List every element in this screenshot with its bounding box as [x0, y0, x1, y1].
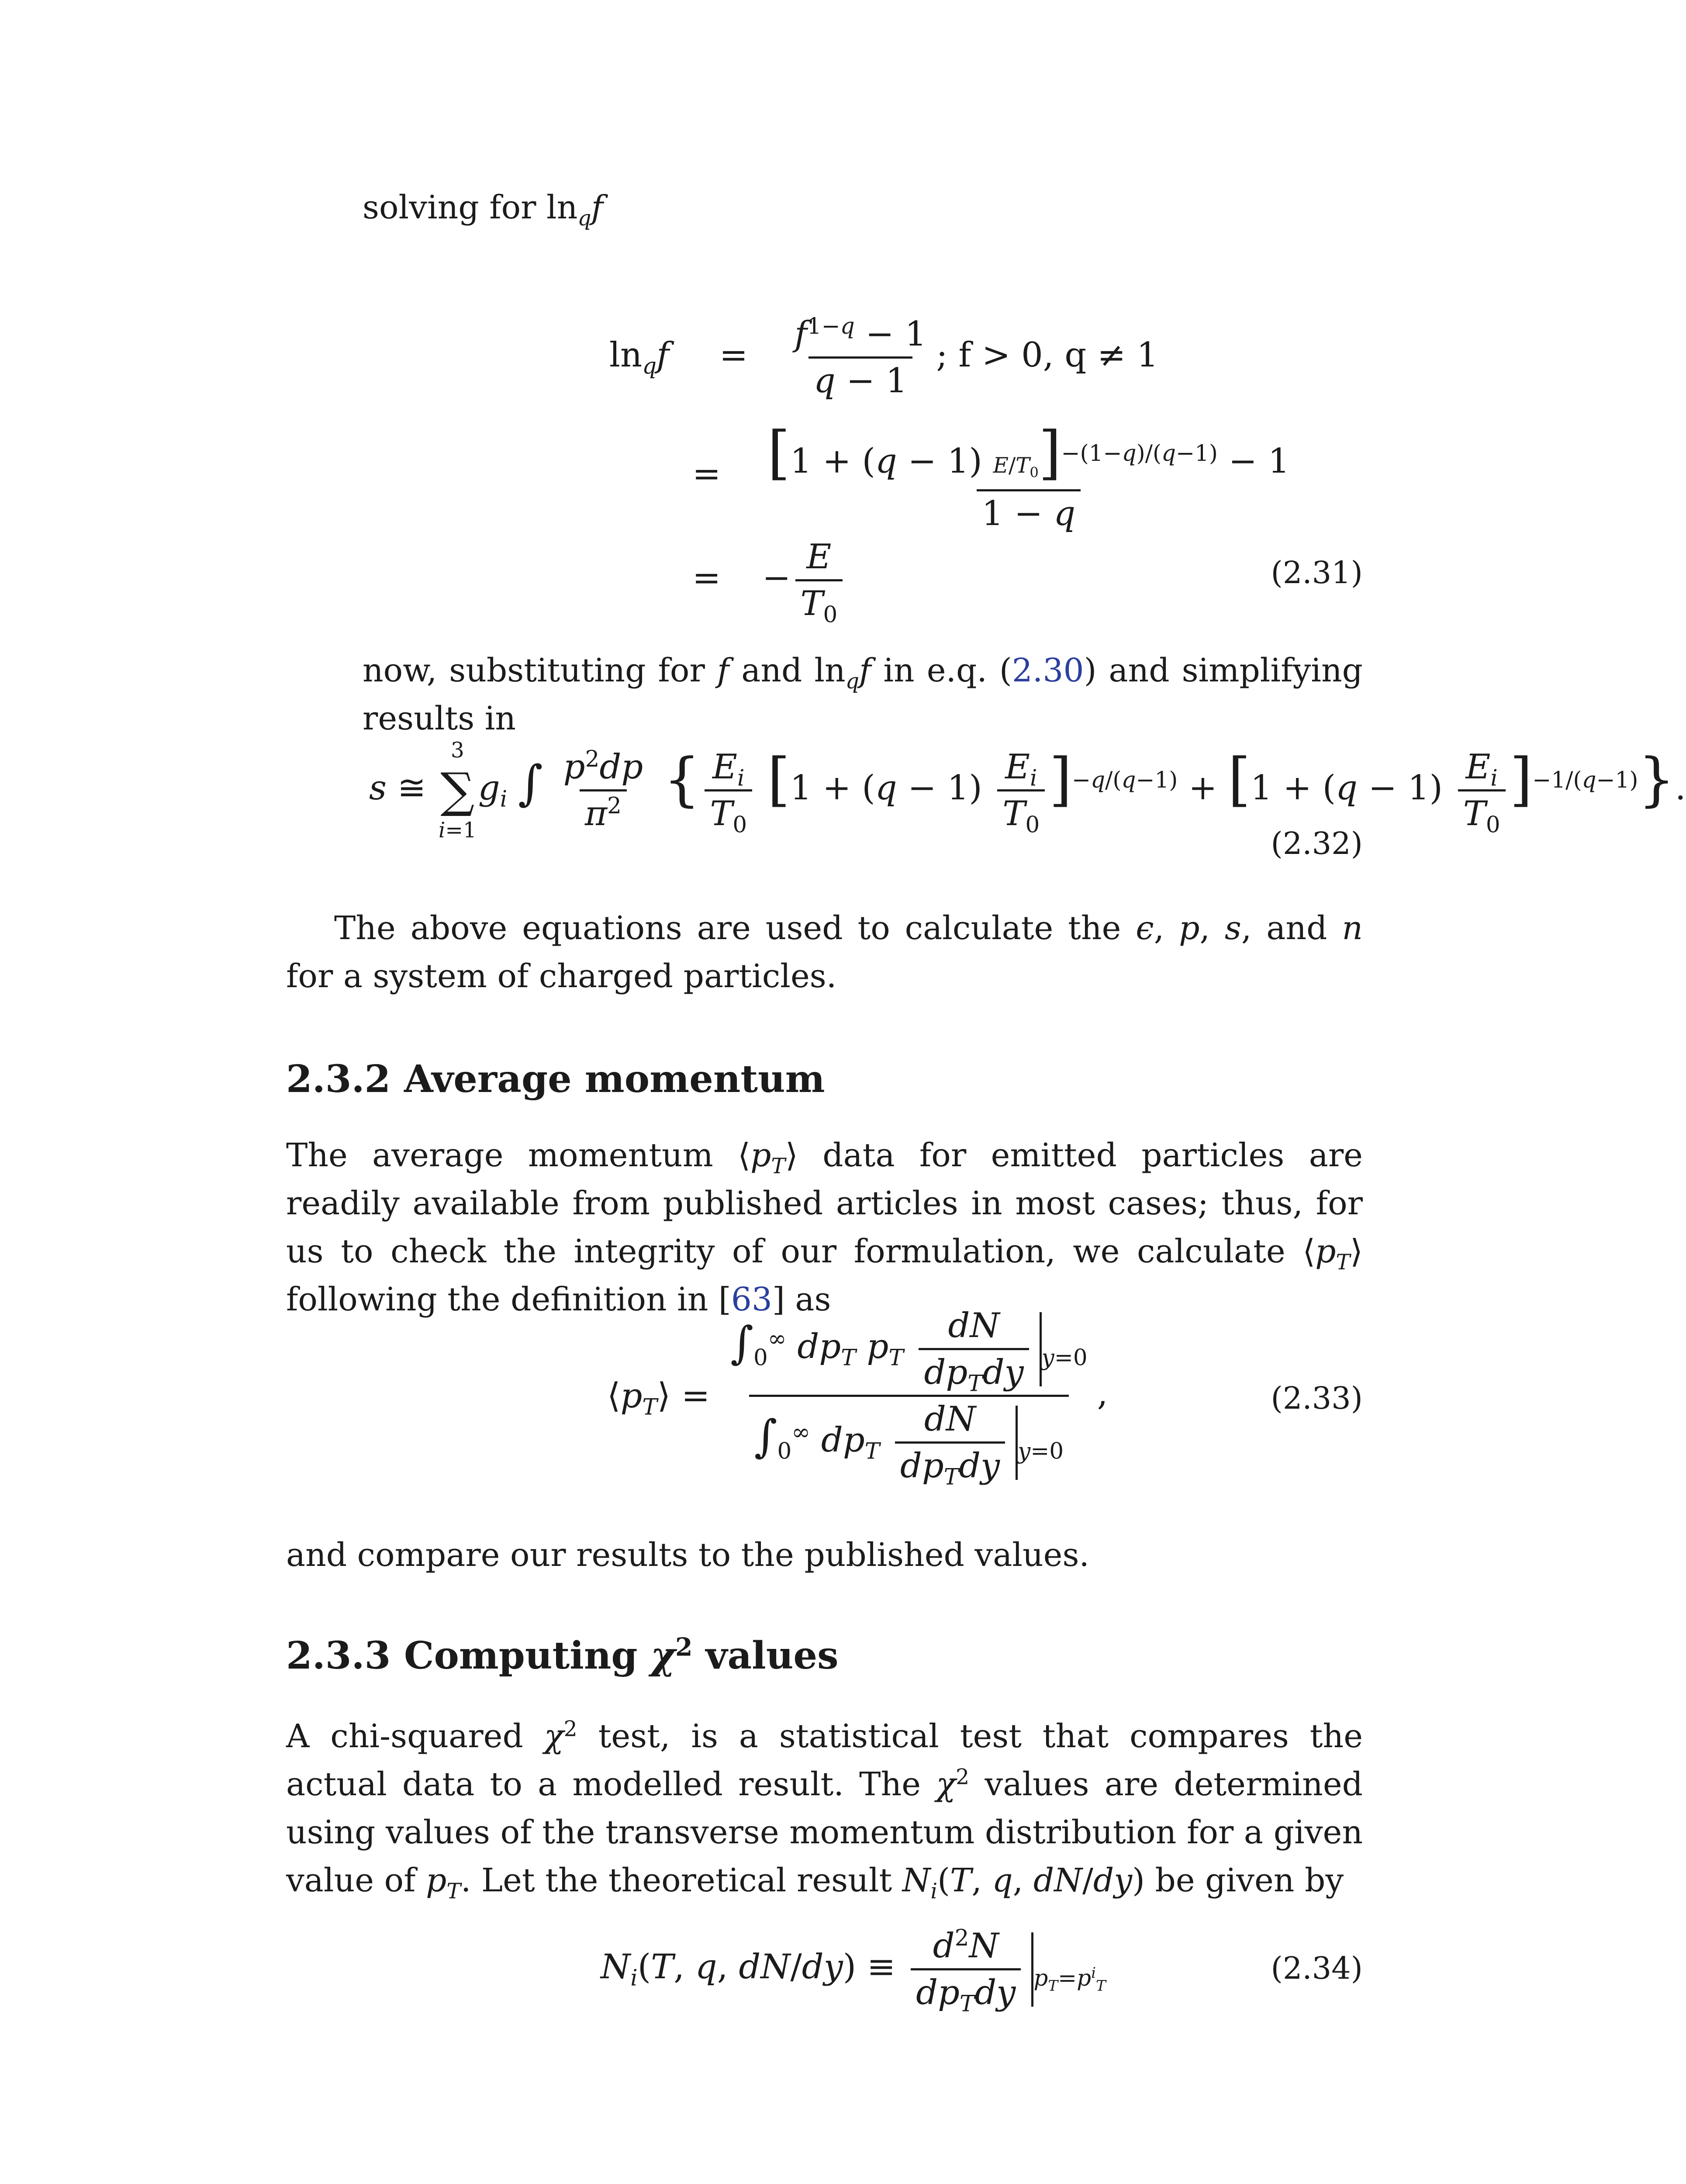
equation-number-2-32: (2.32)	[1271, 826, 1363, 861]
equation-reference-2-30[interactable]: 2.30	[1012, 652, 1084, 689]
paragraph-solving: solving for $\ln_qf$	[363, 189, 604, 231]
equation-2-31-line-1: $\ln_qf$ = $\frac{f^{1-q} - 1}{q - 1}$ ; f > 0, q ≠ 1	[609, 313, 1158, 401]
equation-number-2-34: (2.34)	[1271, 1950, 1363, 1986]
paragraph-compare: and compare our results to the published values.	[286, 1536, 1089, 1574]
equation-number-2-31: (2.31)	[1271, 555, 1363, 591]
citation-63[interactable]: 63	[731, 1281, 772, 1318]
equation-number-2-33: (2.33)	[1271, 1380, 1363, 1416]
section-heading-2-3-2: 2.3.2 Average momentum	[286, 1057, 825, 1101]
equation-2-32: s ≅ 3 ∑ i=1 $g_i$ ∫ $\frac{p^2dp}{\pi^2}$ { $\frac{E_i}{T_0}$ [1 + (q − 1) $\frac{E_i}{T_0}$ ]$^{-q/(q-1)}$ + [1 + (q − 1) $\frac{E_i}{T_0}$ ]$^{-1/(q-1)}$}.	[369, 738, 1686, 843]
equation-2-34: $N_i(T$, q, dN/dy) ≡ $\frac{d^2N}{dp_Tdy}$ $_{p_T=p^i_T}$	[601, 1925, 1106, 2017]
paragraph-substituting: now, substituting for f and $\ln_qf$ in e.q. (2.30) and simplifying results in	[363, 652, 1363, 737]
equation-2-31-line-2: = $\frac{[1 + (q - 1) E/T_0]^{-(1-q)/(q-1)} - 1}{1 - q}$	[692, 419, 1290, 533]
paragraph-average-momentum: The average momentum $⟨p_T⟩$ data for emitted particles are readily available from published articles in most cases; thus, for us to check the integrity of our formulation, we calculate $⟨p_T⟩$ following the definition in [63] as	[286, 1137, 1363, 1318]
section-heading-2-3-3: 2.3.3 Computing $\chi^2$ values	[286, 1633, 839, 1678]
paragraph-above-equations: The above equations are used to calculate the ϵ, p, s, and n for a system of charged particles.	[286, 909, 1363, 995]
equation-2-33: $⟨p_T⟩$ = $\int_0^\infty$ $dp_T$ $p_T$ $\frac{dN}{dp_Tdy}$ $_{y=0}$ $\int_0^\infty$ $dp_T$ $\frac{dN}{dp_Tdy}$ $_{y=0}$ ,	[607, 1306, 1108, 1490]
paragraph-chi-squared: A chi-squared $\chi^2$ test, is a statistical test that compares the actual data to a modelled result. The $\chi^2$ values are determined using values of the transverse momentum distribution for a given value of $p_T$. Let the theoretical result $N_i(T$, q, dN/dy) be given by	[286, 1716, 1363, 1904]
equation-2-31-line-3: = − $\frac{E}{T_0}$	[692, 537, 847, 623]
